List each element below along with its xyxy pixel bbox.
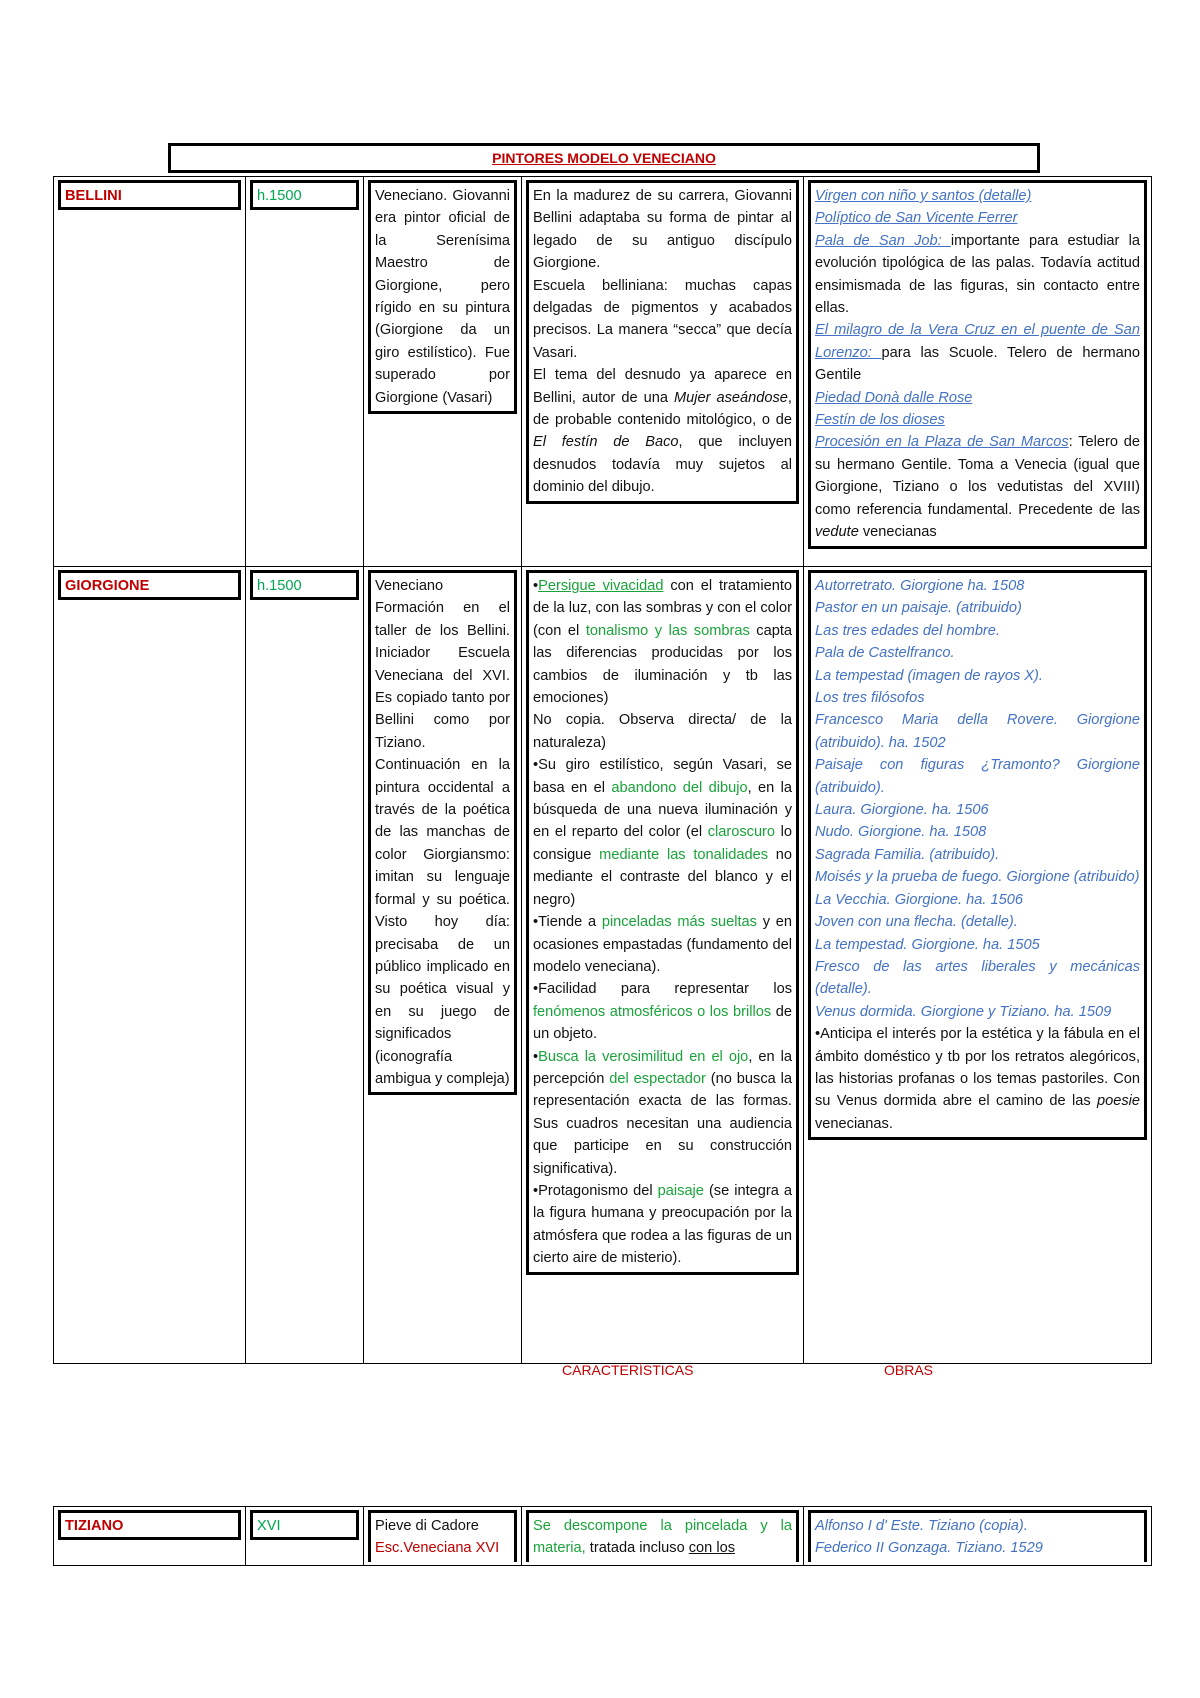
- work-item: Venus dormida. Giorgione y Tiziano. ha. 1509: [815, 1003, 1112, 1020]
- painter-name: BELLINI: [65, 188, 122, 204]
- table-row-giorgione: [54, 567, 1152, 1364]
- char-paragraph: Escuela belliniana: muchas capas delgadas de pigmentos y acabados precisos. La manera “secca” que decía Vasari.: [533, 277, 792, 361]
- cell-characteristics: [522, 567, 804, 1364]
- work-link[interactable]: Pala de San Job:: [815, 232, 951, 249]
- text-run: , que incluyen desnudos todavía muy sujetos al dominio del dibujo.: [533, 434, 792, 496]
- char-paragraph: [533, 364, 792, 498]
- works-box: [808, 180, 1147, 549]
- date-box: [250, 180, 359, 210]
- table-row-tiziano: [54, 1507, 1152, 1566]
- cell-origin: [364, 567, 522, 1364]
- work-item: Pala de Castelfranco.: [815, 645, 955, 662]
- text-run: poesie: [1096, 1093, 1140, 1110]
- char-paragraph: [533, 978, 792, 1045]
- name-box: [58, 180, 241, 210]
- work-item: [815, 230, 1140, 320]
- text-run: •Protagonismo del: [533, 1182, 658, 1199]
- cell-works: [804, 1507, 1152, 1566]
- work-item: Los tres filósofos: [815, 690, 925, 707]
- highlight: mediante las tonalidades: [599, 846, 769, 863]
- text-run: no mediante el contraste del blanco y el negro): [533, 846, 792, 908]
- characteristics-box: [526, 570, 799, 1275]
- highlight: fenómenos atmosféricos o los brillos: [533, 1003, 772, 1020]
- work-link[interactable]: Virgen con niño y santos (detalle): [815, 188, 1032, 204]
- work-item: Las tres edades del hombre.: [815, 622, 1000, 639]
- char-paragraph: [533, 1046, 792, 1180]
- work-item: Moisés y la prueba de fuego. Giorgione (atribuido): [815, 869, 1140, 886]
- characteristics-box: [526, 1510, 799, 1562]
- origin-line: Esc.Veneciana XVI: [375, 1540, 500, 1557]
- cell-name: [54, 177, 246, 567]
- work-link[interactable]: Piedad Donà dalle Rose: [815, 389, 973, 406]
- work-item: Autorretrato. Giorgione ha. 1508: [815, 578, 1025, 594]
- origin-box: [368, 570, 517, 1095]
- text-run: El festín de Baco: [533, 434, 679, 451]
- work-item: [815, 409, 1140, 431]
- highlight: paisaje: [657, 1182, 704, 1199]
- work-item: Pastor en un paisaje. (atribuido): [815, 600, 1022, 617]
- work-item: [815, 387, 1140, 409]
- work-link[interactable]: Festín de los dioses: [815, 412, 945, 429]
- cell-characteristics: [522, 177, 804, 567]
- origin-text: Veneciano Formación en el taller de los Bellini. Iniciador Escuela Veneciana del XVI. Es copiado tanto por Bellini como por Tiziano. Continuación en la pintura occidental a través de la poética de las manchas de color Giorgiansmo: imitan su lenguaje formal y su poética. Visto hoy día: precisaba de un público implicado en su poética visual y en su juego de significados (iconografía ambigua y compleja): [375, 578, 510, 1087]
- work-note: : Telero de su hermano Gentile. Toma a Venecia (igual que Giorgione, Tiziano o los vedutistas del XVIII) como referencia fundamental. Precedente de las: [815, 434, 1140, 518]
- works-box: [808, 570, 1147, 1140]
- text-run: •Anticipa el interés por la estética y la fábula en el ámbito doméstico y tb por los retratos alegóricos, las historias profanas o los temas pastoriles. Con su Venus dormida abre el camino de las: [815, 1026, 1140, 1110]
- date-box: [250, 1510, 359, 1540]
- work-item: [815, 431, 1140, 543]
- cell-name: [54, 567, 246, 1364]
- work-item: Sagrada Familia. (atribuido).: [815, 846, 1000, 863]
- text-run: (se integra a la figura humana y preocupación por la atmósfera que rodea a las figuras de un cierto aire de misterio).: [533, 1182, 792, 1267]
- highlight: Se descompone la pincelada y la materia,: [533, 1518, 792, 1557]
- origin-box: [368, 180, 517, 414]
- text-run: con los: [688, 1540, 735, 1557]
- text-run: •Facilidad para representar los: [533, 981, 792, 998]
- painter-name: GIORGIONE: [65, 578, 150, 594]
- tiziano-table: [53, 1506, 1152, 1566]
- text-run: , en la percepción: [533, 1048, 793, 1087]
- works-label: OBRAS: [884, 1362, 934, 1378]
- work-item: [815, 319, 1140, 386]
- text-run: capta las diferencias producidas por los cambios de iluminación y tb las emociones): [533, 622, 792, 707]
- text-run: y en ocasiones empastadas (fundamento del modelo veneciana).: [533, 914, 792, 975]
- work-note: importante para estudiar la evolución tipológica de las palas. Todavía actitud ensimismada de las figuras, sin contacto entre ellas.: [815, 232, 1140, 317]
- text-run: •: [533, 1048, 539, 1065]
- work-item: Joven con una flecha. (detalle).: [815, 914, 1018, 931]
- text-run: tratada incluso: [585, 1540, 689, 1557]
- text-run: •Tiende a: [533, 914, 602, 931]
- cell-works: [804, 567, 1152, 1364]
- text-run: con el tratamiento de la luz, con las sombras y con el color (con el: [533, 578, 792, 639]
- text-run: •Su giro estilístico, según Vasari, se basa en el: [533, 757, 792, 796]
- origin-text: Veneciano. Giovanni era pintor oficial de la Serenísima Maestro de Giorgione, pero rígido en su pintura (Giorgione da un giro estilístico). Fue superado por Giorgione (Vasari): [375, 188, 510, 406]
- cell-date: [246, 177, 364, 567]
- page-title: PINTORES MODELO VENECIANO: [492, 150, 716, 166]
- text-run: •: [533, 578, 539, 594]
- work-item: Paisaje con figuras ¿Tramonto? Giorgione (atribuido).: [815, 757, 1140, 796]
- work-item: Nudo. Giorgione. ha. 1508: [815, 824, 987, 841]
- text-run: , de probable contenido mitológico, o de: [533, 389, 792, 429]
- work-item: Fresco de las artes liberales y mecánicas (detalle).: [815, 958, 1140, 998]
- characteristics-label: CARACTERÍSTICAS: [562, 1362, 694, 1378]
- text-run: de un objeto.: [533, 1003, 792, 1043]
- text-run: Mujer aseándose: [673, 389, 788, 406]
- works-note: [815, 1023, 1140, 1135]
- char-paragraph: No copia. Observa directa/ de la naturaleza): [533, 712, 792, 751]
- work-item: La Vecchia. Giorgione. ha. 1506: [815, 891, 1023, 908]
- text-run: lo consigue: [533, 824, 792, 863]
- char-paragraph: En la madurez de su carrera, Giovanni Bellini adaptaba su forma de pintar al legado de su antiguo discípulo Giorgione.: [533, 188, 792, 272]
- work-link[interactable]: El milagro de la Vera Cruz en el puente de San Lorenzo:: [815, 322, 1140, 361]
- work-item: Francesco Maria della Rovere. Giorgione (atribuido). ha. 1502: [815, 712, 1140, 751]
- origin-line: Pieve di Cadore: [375, 1518, 479, 1534]
- work-item: Alfonso I d' Este. Tiziano (copia).: [815, 1518, 1028, 1534]
- work-item: [815, 185, 1140, 207]
- work-note: venecianas: [858, 524, 937, 541]
- painter-name: TIZIANO: [65, 1518, 124, 1534]
- cell-name: [54, 1507, 246, 1566]
- table-row-bellini: [54, 177, 1152, 567]
- painter-date: h.1500: [257, 188, 302, 204]
- title-box: [168, 143, 1040, 173]
- text-run: venecianas.: [815, 1115, 893, 1132]
- cell-origin: [364, 1507, 522, 1566]
- cell-date: [246, 1507, 364, 1566]
- char-paragraph: [533, 911, 792, 978]
- work-item: Federico II Gonzaga. Tiziano. 1529: [815, 1540, 1043, 1557]
- work-item: La tempestad. Giorgione. ha. 1505: [815, 936, 1040, 953]
- cell-works: [804, 177, 1152, 567]
- characteristics-box: [526, 180, 799, 504]
- highlight: Persigue vivacidad: [538, 578, 664, 594]
- date-box: [250, 570, 359, 600]
- char-paragraph: [533, 1515, 792, 1560]
- origin-box: [368, 1510, 517, 1562]
- highlight: abandono del dibujo: [611, 779, 748, 796]
- highlight: del espectador: [609, 1070, 706, 1087]
- cell-characteristics: [522, 1507, 804, 1566]
- work-link[interactable]: Procesión en la Plaza de San Marcos: [815, 434, 1069, 451]
- highlight: claroscuro: [707, 824, 776, 841]
- char-paragraph: [533, 754, 792, 911]
- highlight: tonalismo y las sombras: [585, 622, 750, 639]
- cell-origin: [364, 177, 522, 567]
- text-run: , en la búsqueda de una nueva iluminación y en el reparto del color (el: [533, 779, 792, 841]
- work-note: vedute: [815, 524, 859, 541]
- text-run: (no busca la representación exacta de las formas. Sus cuadros necesitan una audiencia que participe en su construcción significativa).: [533, 1070, 792, 1177]
- painter-date: XVI: [257, 1518, 281, 1534]
- name-box: [58, 1510, 241, 1540]
- highlight: Busca la verosimilitud en el ojo: [538, 1048, 749, 1065]
- painter-date: h.1500: [257, 578, 302, 594]
- work-item: Laura. Giorgione. ha. 1506: [815, 802, 989, 819]
- char-paragraph: [533, 1180, 792, 1270]
- text-run: El tema del desnudo ya aparece en Bellini, autor de una: [533, 367, 792, 406]
- highlight: pinceladas más sueltas: [601, 914, 757, 931]
- painters-table: [53, 176, 1152, 1364]
- work-item: La tempestad (imagen de rayos X).: [815, 667, 1043, 684]
- work-note: para las Scuole. Telero de hermano Gentile: [815, 344, 1140, 384]
- char-paragraph: [533, 575, 792, 709]
- works-box: [808, 1510, 1147, 1562]
- work-link[interactable]: Políptico de San Vicente Ferrer: [815, 210, 1018, 227]
- name-box: [58, 570, 241, 600]
- work-item: [815, 207, 1140, 229]
- cell-date: [246, 567, 364, 1364]
